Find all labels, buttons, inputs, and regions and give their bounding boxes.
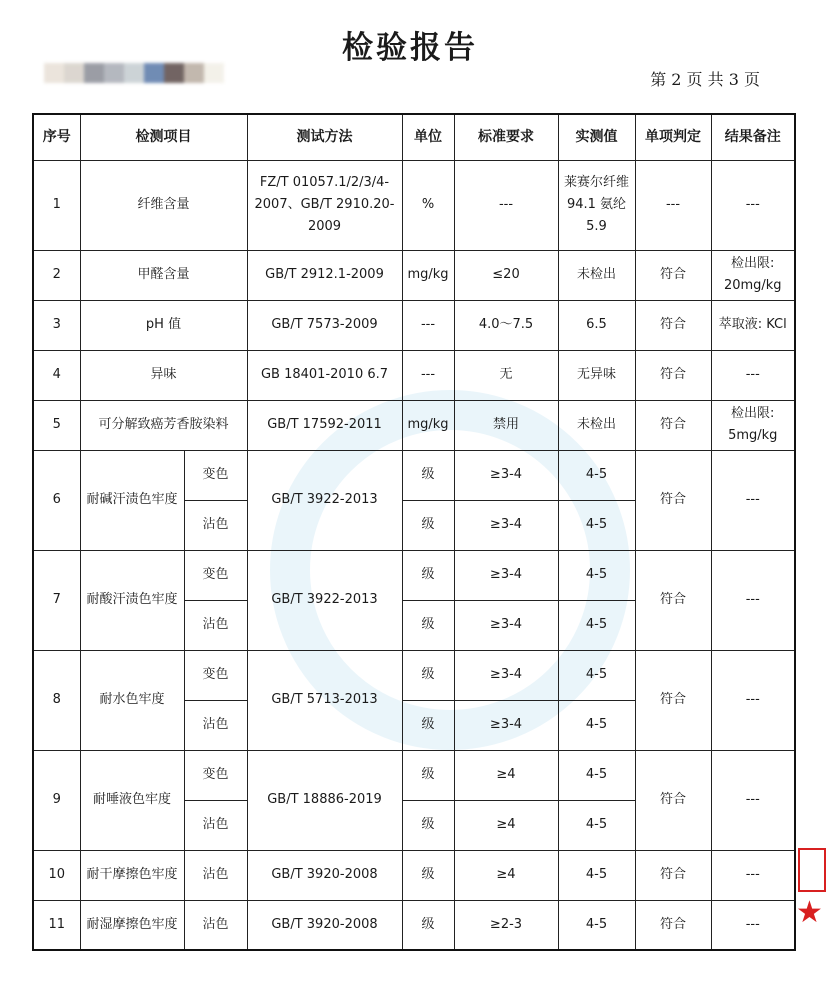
row-measured: 4-5 <box>558 450 635 500</box>
row-method: GB/T 2912.1-2009 <box>247 250 402 300</box>
row-remark: --- <box>711 350 795 400</box>
row-remark: --- <box>711 900 795 950</box>
row-measured: 未检出 <box>558 250 635 300</box>
row-item: 甲醛含量 <box>80 250 247 300</box>
row-requirement: ≥2-3 <box>454 900 558 950</box>
header-unit: 单位 <box>402 114 454 160</box>
row-unit: 级 <box>402 500 454 550</box>
row-judgement: 符合 <box>635 250 711 300</box>
row-no: 7 <box>33 550 80 650</box>
row-measured: 无异味 <box>558 350 635 400</box>
row-judgement: 符合 <box>635 350 711 400</box>
row-subitem: 沾色 <box>184 500 247 550</box>
row-unit: 级 <box>402 900 454 950</box>
row-method: GB/T 5713-2013 <box>247 650 402 750</box>
row-unit: --- <box>402 350 454 400</box>
row-measured: 4-5 <box>558 650 635 700</box>
row-remark: 萃取液: KCl <box>711 300 795 350</box>
row-item: 纤维含量 <box>80 160 247 250</box>
row-subitem: 变色 <box>184 650 247 700</box>
row-remark: --- <box>711 160 795 250</box>
row-remark: 检出限: 20mg/kg <box>711 250 795 300</box>
row-requirement: --- <box>454 160 558 250</box>
row-unit: 级 <box>402 550 454 600</box>
row-remark: 检出限: 5mg/kg <box>711 400 795 450</box>
table-row <box>33 250 795 300</box>
row-judgement: 符合 <box>635 400 711 450</box>
row-judgement: --- <box>635 160 711 250</box>
row-method: FZ/T 01057.1/2/3/4-2007、GB/T 2910.20-2009 <box>247 160 402 250</box>
row-unit: 级 <box>402 700 454 750</box>
row-item: 异味 <box>80 350 247 400</box>
row-requirement: ≥3-4 <box>454 650 558 700</box>
row-judgement: 符合 <box>635 650 711 750</box>
row-requirement: 无 <box>454 350 558 400</box>
row-unit: --- <box>402 300 454 350</box>
table-header-row <box>33 114 795 160</box>
row-method: GB/T 18886-2019 <box>247 750 402 850</box>
table-row <box>33 450 795 500</box>
table-row <box>33 400 795 450</box>
row-judgement: 符合 <box>635 450 711 550</box>
row-method: GB/T 3920-2008 <box>247 850 402 900</box>
row-subitem: 沾色 <box>184 850 247 900</box>
redacted-logo-strip <box>44 63 224 83</box>
row-requirement: ≥3-4 <box>454 550 558 600</box>
report-table <box>32 113 796 951</box>
row-unit: % <box>402 160 454 250</box>
row-judgement: 符合 <box>635 300 711 350</box>
row-subitem: 沾色 <box>184 600 247 650</box>
row-measured: 4-5 <box>558 900 635 950</box>
row-judgement: 符合 <box>635 900 711 950</box>
row-no: 11 <box>33 900 80 950</box>
star-icon: ★ <box>796 895 823 930</box>
table-row <box>33 750 795 800</box>
row-measured: 4-5 <box>558 600 635 650</box>
row-no: 3 <box>33 300 80 350</box>
header-remark: 结果备注 <box>711 114 795 160</box>
row-item: 耐唾液色牢度 <box>80 750 184 850</box>
row-remark: --- <box>711 750 795 850</box>
row-measured: 6.5 <box>558 300 635 350</box>
row-measured: 4-5 <box>558 800 635 850</box>
row-unit: 级 <box>402 800 454 850</box>
row-remark: --- <box>711 650 795 750</box>
row-requirement: ≤20 <box>454 250 558 300</box>
row-remark: --- <box>711 550 795 650</box>
row-unit: mg/kg <box>402 250 454 300</box>
row-item: pH 值 <box>80 300 247 350</box>
table-row <box>33 350 795 400</box>
row-requirement: 禁用 <box>454 400 558 450</box>
row-method: GB/T 7573-2009 <box>247 300 402 350</box>
row-measured: 4-5 <box>558 850 635 900</box>
row-item: 耐水色牢度 <box>80 650 184 750</box>
row-measured: 4-5 <box>558 700 635 750</box>
row-item: 耐酸汗渍色牢度 <box>80 550 184 650</box>
row-measured: 4-5 <box>558 750 635 800</box>
header-measured: 实测值 <box>558 114 635 160</box>
row-requirement: ≥3-4 <box>454 450 558 500</box>
row-subitem: 沾色 <box>184 800 247 850</box>
header-method: 测试方法 <box>247 114 402 160</box>
report-title: 检验报告 <box>342 30 478 66</box>
row-measured: 4-5 <box>558 550 635 600</box>
row-no: 10 <box>33 850 80 900</box>
row-item: 耐干摩擦色牢度 <box>80 850 184 900</box>
row-unit: 级 <box>402 750 454 800</box>
row-judgement: 符合 <box>635 850 711 900</box>
row-method: GB/T 3922-2013 <box>247 550 402 650</box>
row-method: GB 18401-2010 6.7 <box>247 350 402 400</box>
row-no: 4 <box>33 350 80 400</box>
row-no: 1 <box>33 160 80 250</box>
table-row <box>33 850 795 900</box>
row-judgement: 符合 <box>635 750 711 850</box>
row-item: 耐碱汗渍色牢度 <box>80 450 184 550</box>
row-unit: 级 <box>402 450 454 500</box>
row-requirement: ≥3-4 <box>454 700 558 750</box>
row-unit: 级 <box>402 600 454 650</box>
row-subitem: 沾色 <box>184 900 247 950</box>
row-measured: 莱赛尔纤维 94.1 氨纶 5.9 <box>558 160 635 250</box>
table-row <box>33 160 795 250</box>
header-no: 序号 <box>33 114 80 160</box>
row-requirement: 4.0～7.5 <box>454 300 558 350</box>
table-row <box>33 900 795 950</box>
header-item: 检测项目 <box>80 114 247 160</box>
red-seal-stamp <box>792 848 832 988</box>
header-judgement: 单项判定 <box>635 114 711 160</box>
row-method: GB/T 17592-2011 <box>247 400 402 450</box>
row-measured: 未检出 <box>558 400 635 450</box>
row-no: 2 <box>33 250 80 300</box>
row-unit: mg/kg <box>402 400 454 450</box>
header-requirement: 标准要求 <box>454 114 558 160</box>
table-row <box>33 300 795 350</box>
row-requirement: ≥4 <box>454 850 558 900</box>
row-requirement: ≥3-4 <box>454 500 558 550</box>
row-no: 5 <box>33 400 80 450</box>
row-subitem: 变色 <box>184 450 247 500</box>
row-judgement: 符合 <box>635 550 711 650</box>
table-row <box>33 550 795 600</box>
row-subitem: 变色 <box>184 550 247 600</box>
row-measured: 4-5 <box>558 500 635 550</box>
row-item: 耐湿摩擦色牢度 <box>80 900 184 950</box>
table-row <box>33 650 795 700</box>
row-unit: 级 <box>402 850 454 900</box>
row-unit: 级 <box>402 650 454 700</box>
row-requirement: ≥4 <box>454 750 558 800</box>
row-no: 9 <box>33 750 80 850</box>
row-subitem: 变色 <box>184 750 247 800</box>
row-requirement: ≥4 <box>454 800 558 850</box>
row-method: GB/T 3922-2013 <box>247 450 402 550</box>
row-item: 可分解致癌芳香胺染料 <box>80 400 247 450</box>
row-no: 6 <box>33 450 80 550</box>
row-subitem: 沾色 <box>184 700 247 750</box>
row-remark: --- <box>711 450 795 550</box>
page-number: 第 2 页 共 3 页 <box>650 70 760 89</box>
row-requirement: ≥3-4 <box>454 600 558 650</box>
row-no: 8 <box>33 650 80 750</box>
row-method: GB/T 3920-2008 <box>247 900 402 950</box>
row-remark: --- <box>711 850 795 900</box>
